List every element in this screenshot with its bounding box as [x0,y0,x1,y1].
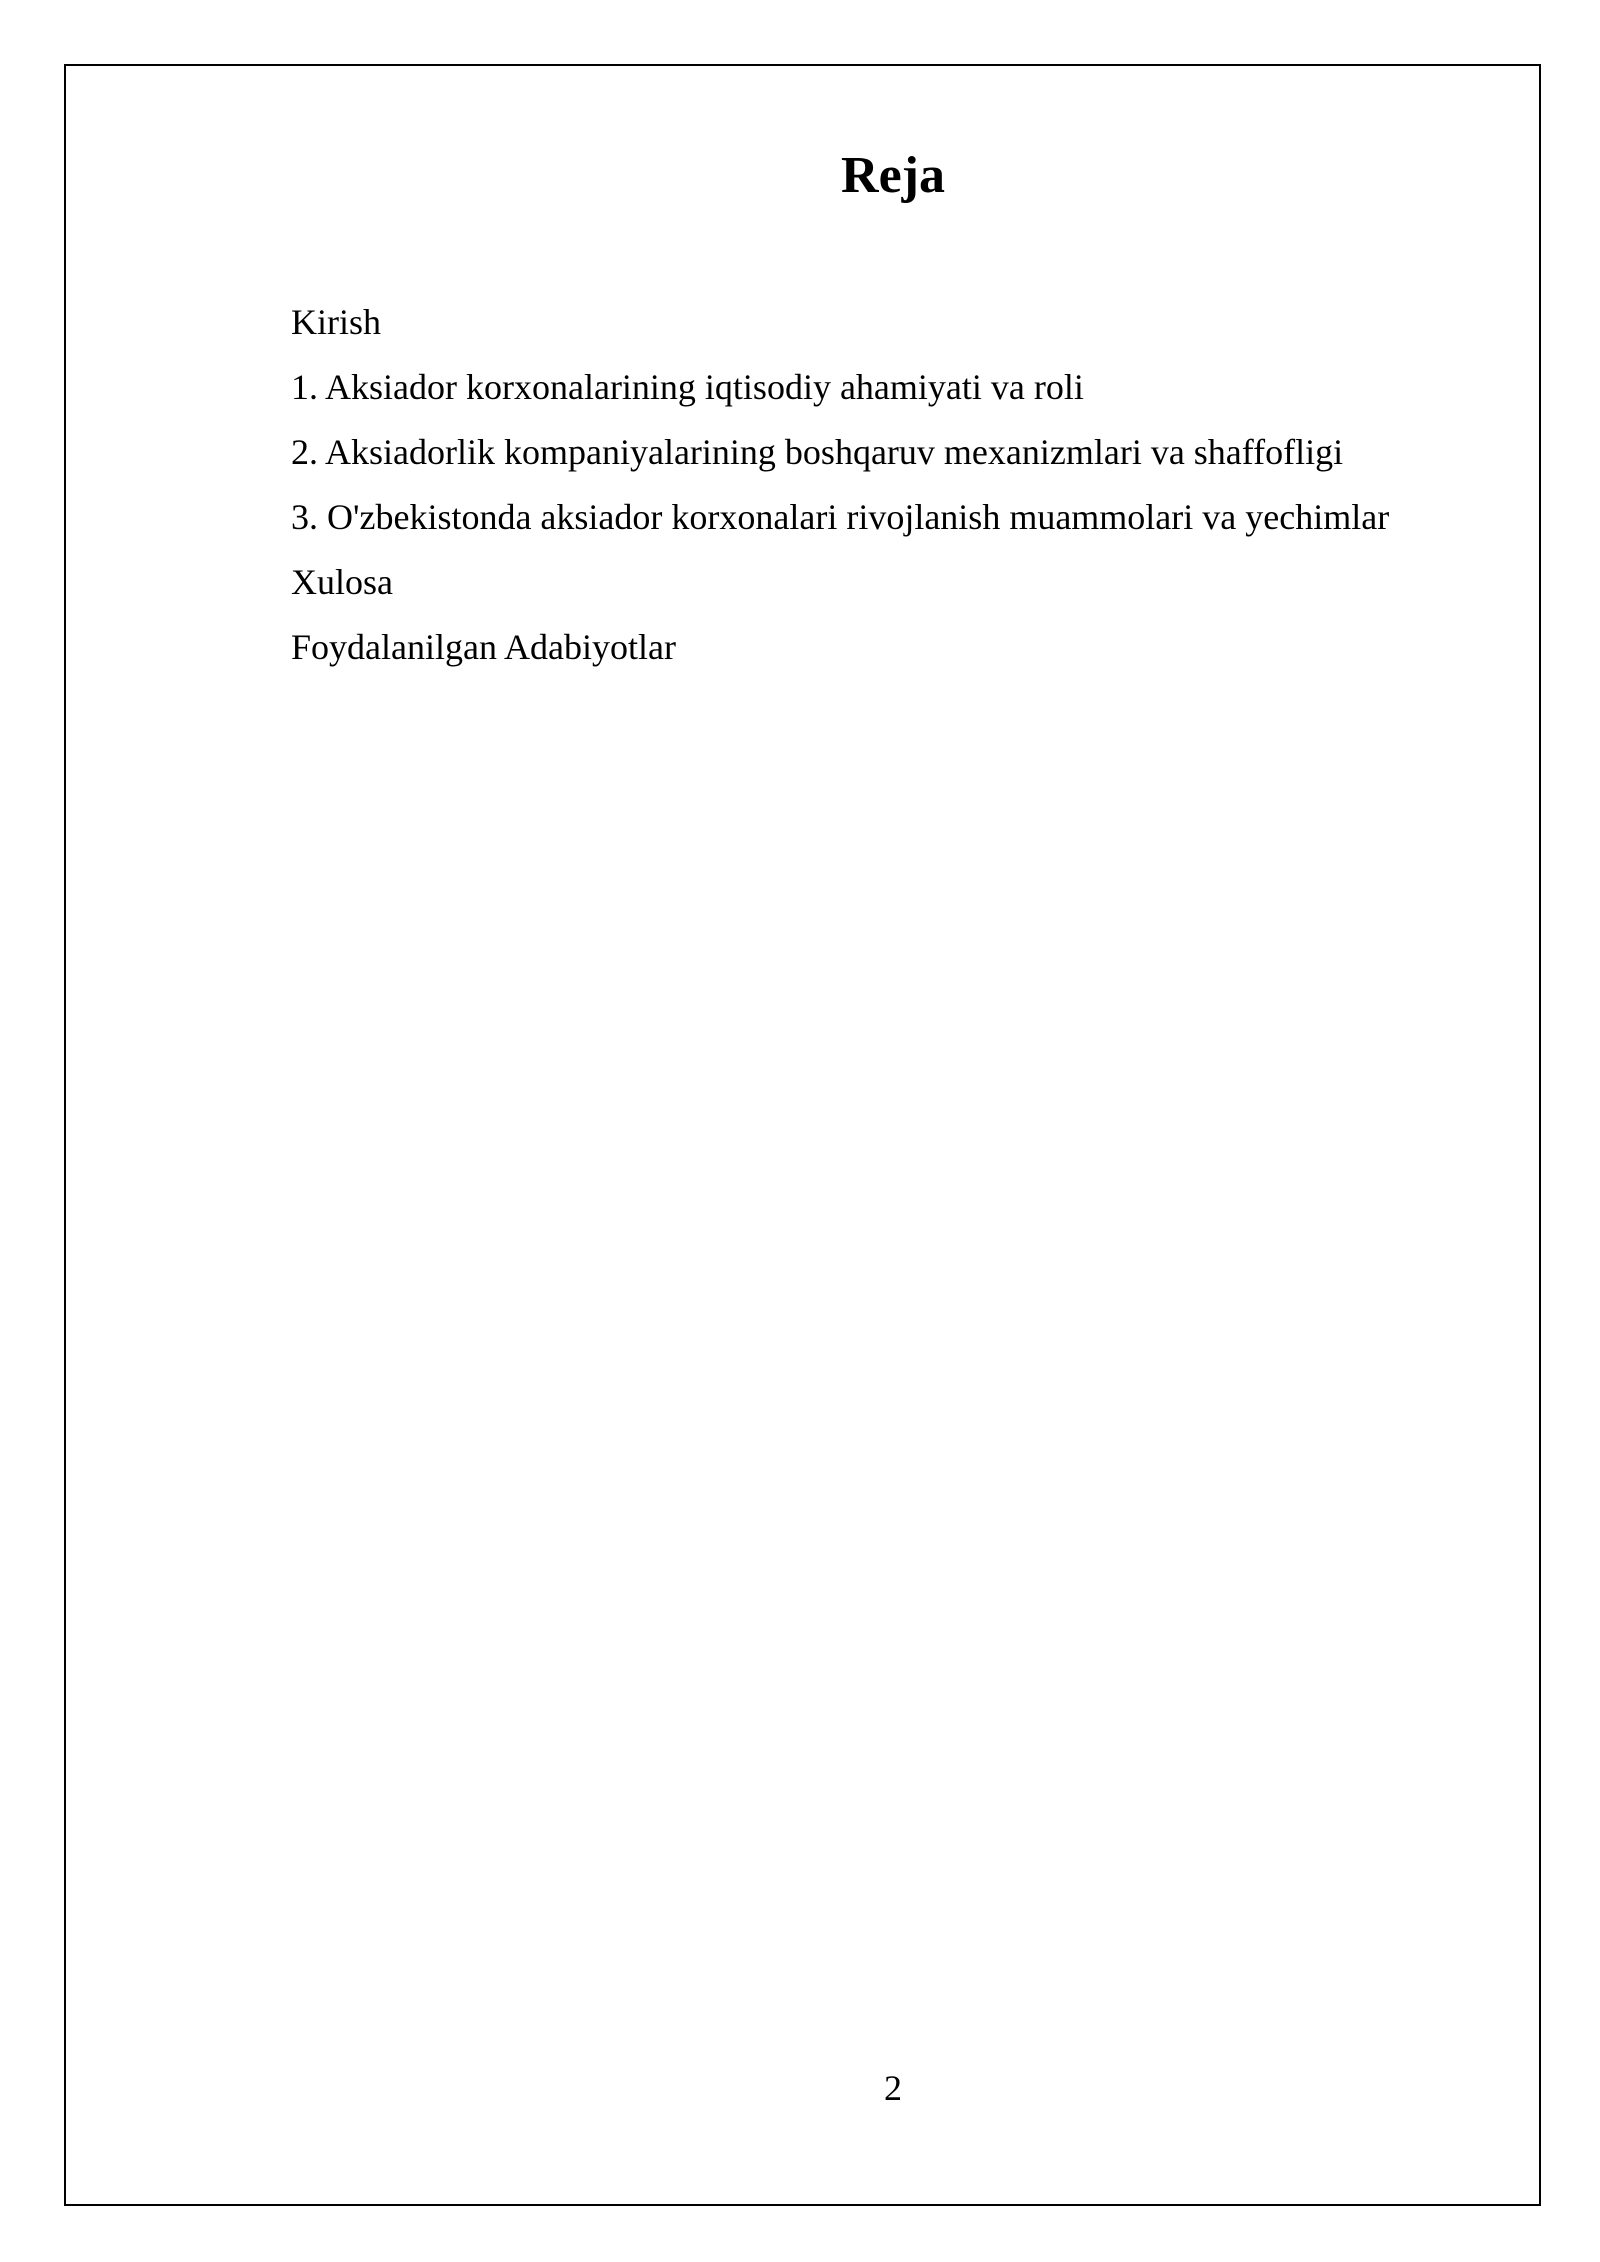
toc-item-references: Foydalanilgan Adabiyotlar [291,627,676,667]
toc-item-introduction: Kirish [291,302,381,342]
toc-item-chapter-1: 1. Aksiador korxonalarining iqtisodiy ahamiyati va roli [291,367,1084,407]
page-number: 2 [884,2068,902,2108]
toc-item-chapter-3: 3. O'zbekistonda aksiador korxonalari rivojlanish muammolari va yechimlar [291,497,1390,537]
page-title: Reja [841,147,945,204]
toc-item-conclusion: Xulosa [291,562,393,602]
table-of-contents [291,290,1389,680]
toc-item-chapter-2: 2. Aksiadorlik kompaniyalarining boshqaruv mexanizmlari va shaffofligi [291,432,1344,472]
